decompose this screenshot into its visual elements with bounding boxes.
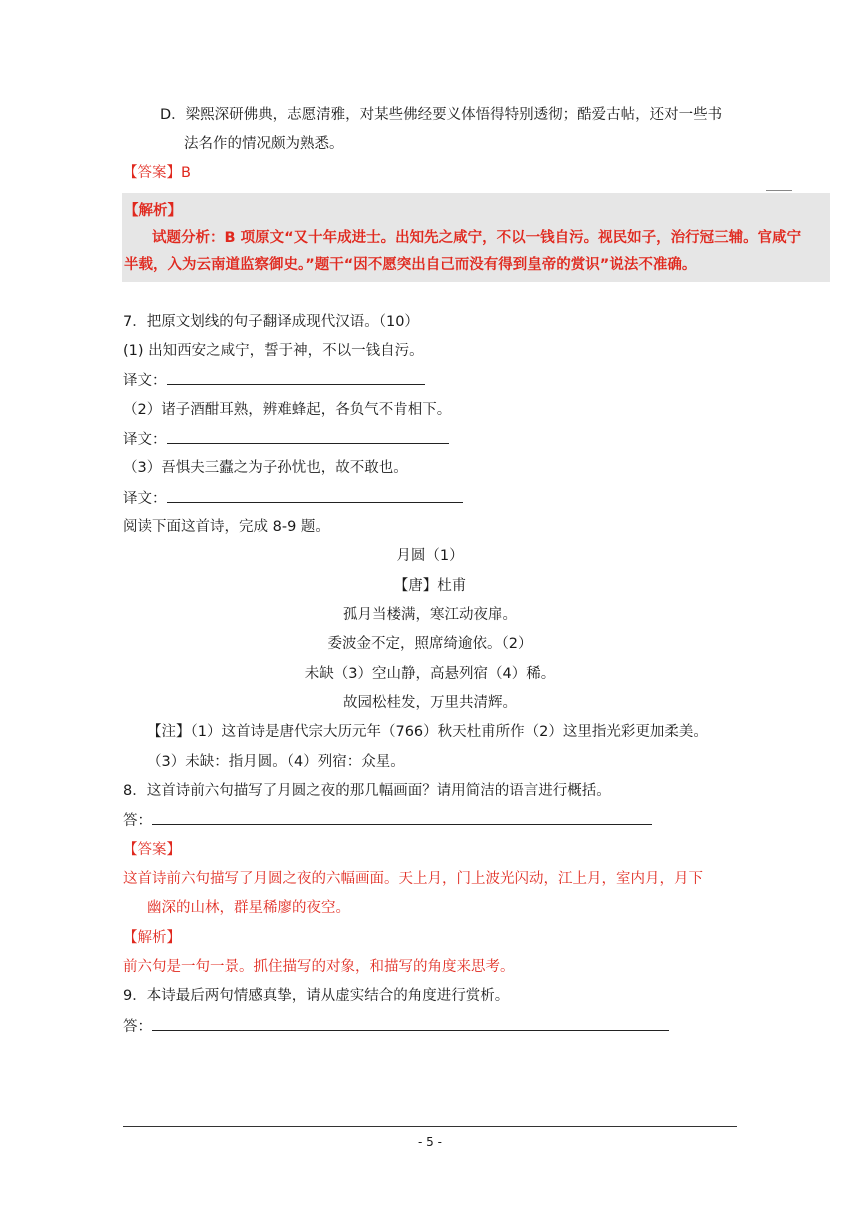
answer-prefix: 答： [123, 1019, 152, 1035]
poem-line-4: 故园松桂发，万里共清辉。 [343, 695, 517, 711]
translation-label: 译文： [123, 491, 167, 507]
decorative-rule [766, 190, 792, 191]
q7-sentence-3: （3）吾惧夫三蠹之为子孙忧也，故不敢也。 [123, 460, 408, 476]
q8-answer-blank[interactable] [152, 810, 652, 825]
page-number: - 5 - [418, 1135, 442, 1149]
answer-value: B [181, 165, 191, 181]
q8-analysis-text: 前六句是一句一景。抓住描写的对象，和描写的角度来思考。 [123, 959, 515, 975]
poem-note-1: 【注】（1）这首诗是唐代宗大历元年（766）秋天杜甫所作（2）这里指光彩更加柔美。 [147, 724, 708, 740]
analysis-line1: 试题分析：B 项原文“又十年成进士。出知先之咸宁，不以一钱自污。视民如子，治行冠三辅。官咸宁 [152, 230, 802, 246]
poem-line-2: 委波金不定，照席绮逾依。（2） [327, 636, 533, 652]
translation-blank-1[interactable] [167, 370, 425, 385]
q6-answer [123, 163, 191, 183]
poem-intro: 阅读下面这首诗，完成 8-9 题。 [123, 519, 330, 535]
analysis-line2: 半载，入为云南道监察御史。”题干“因不愿突出自己而没有得到皇帝的赏识”说法不准确。 [124, 257, 697, 273]
q9-answer-blank[interactable] [152, 1016, 669, 1031]
poem-line-3: 未缺（3）空山静，高悬列宿（4）稀。 [304, 666, 556, 682]
translation-label: 译文： [123, 432, 167, 448]
q7-translation-2 [123, 429, 449, 450]
q8-answer-text-1: 这首诗前六句描写了月圆之夜的六幅画面。天上月，门上波光闪动，江上月，室内月，月下 [123, 871, 703, 887]
q8-answer-label: 【答案】 [123, 842, 181, 858]
translation-blank-3[interactable] [167, 488, 463, 503]
q7-title: 7．把原文划线的句子翻译成现代汉语。（10） [123, 314, 419, 330]
q8-answer-line [123, 810, 652, 831]
analysis-label: 【解析】 [124, 203, 182, 219]
translation-label: 译文： [123, 373, 167, 389]
poem-note-2: （3）未缺：指月圆。（4）列宿：众星。 [147, 754, 405, 770]
poem-title: 月圆（1） [396, 548, 464, 564]
q7-translation-3 [123, 488, 463, 509]
footer-rule [123, 1126, 737, 1127]
q8-title: 8．这首诗前六句描写了月圆之夜的那几幅画面？请用简洁的语言进行概括。 [123, 783, 611, 799]
q9-title: 9．本诗最后两句情感真挚，请从虚实结合的角度进行赏析。 [123, 988, 510, 1004]
poem-line-1: 孤月当楼满，寒江动夜扉。 [343, 607, 517, 623]
q7-sentence-1: (1) 出知西安之咸宁，誓于神，不以一钱自污。 [123, 343, 424, 359]
q7-sentence-2: （2）诸子酒酣耳熟，辨难蜂起，各负气不肯相下。 [123, 402, 452, 418]
translation-blank-2[interactable] [167, 429, 449, 444]
q7-translation-1 [123, 370, 425, 391]
q8-analysis-label: 【解析】 [123, 930, 181, 946]
answer-prefix: 答： [123, 813, 152, 829]
analysis-box [122, 193, 830, 282]
option-d-line1: D．梁熙深研佛典，志愿清雅，对某些佛经要义体悟得特别透彻；酷爱古帖，还对一些书 [160, 107, 723, 123]
poem-author: 【唐】杜甫 [393, 578, 467, 594]
option-d-line2: 法名作的情况颇为熟悉。 [184, 136, 344, 152]
answer-label: 【答案】 [123, 165, 181, 181]
q9-answer-line [123, 1016, 669, 1037]
q8-answer-text-2: 幽深的山林，群星稀廖的夜空。 [147, 900, 350, 916]
